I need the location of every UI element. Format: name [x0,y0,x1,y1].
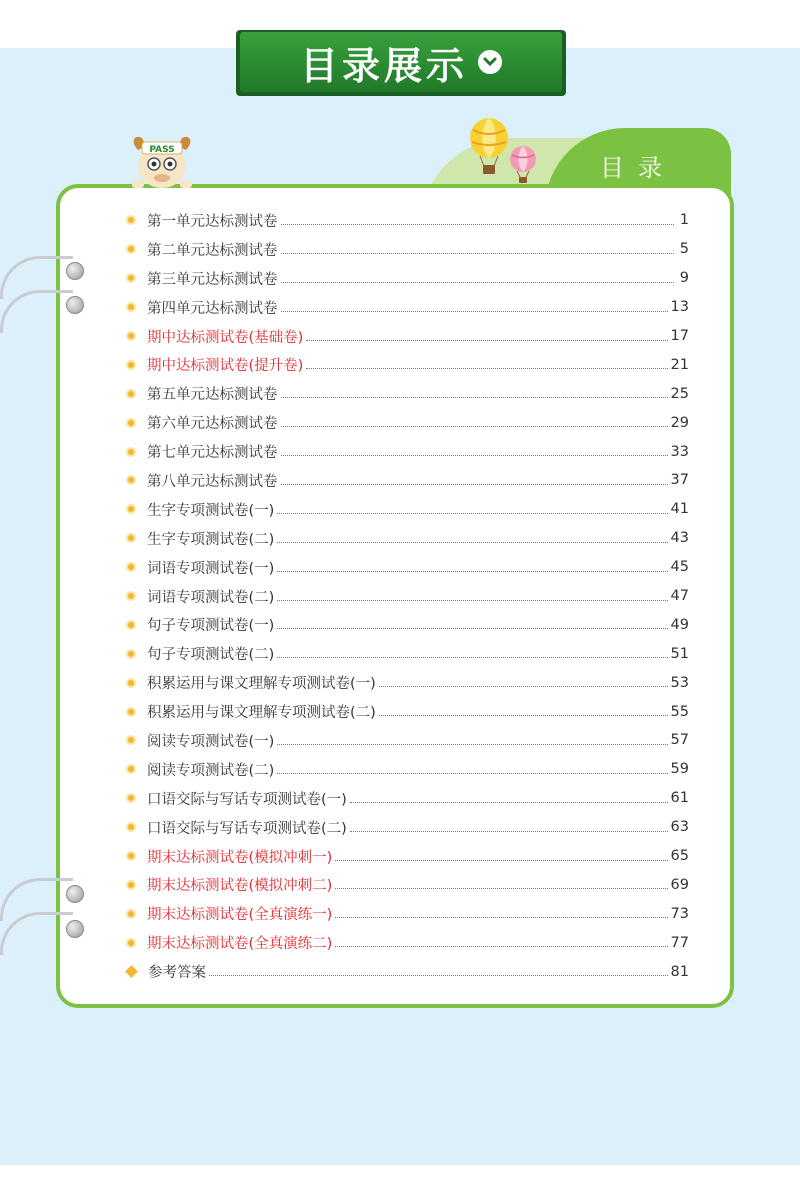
svg-text:PASS: PASS [149,145,175,155]
toc-item[interactable] [126,726,689,755]
toc-item-page: 49 [670,616,689,633]
bullet-icon [126,215,136,225]
toc-item[interactable] [126,639,689,668]
toc-item-title: 词语专项测试卷(一) [147,560,275,577]
toc-item-page: 5 [679,241,689,258]
toc-leader-dots [281,224,675,225]
toc-item-page: 55 [670,703,689,720]
toc-item-title: 期中达标测试卷(基础卷) [147,329,304,346]
toc-item[interactable] [126,610,689,639]
bullet-icon [126,360,136,370]
bullet-icon [126,591,136,601]
bullet-icon [126,938,136,948]
toc-item[interactable] [126,293,689,322]
toc-leader-dots [379,686,668,687]
toc-leader-dots [281,484,668,485]
toc-item-page: 69 [670,876,689,893]
bullet-icon [126,909,136,919]
toc-item[interactable] [126,813,689,842]
toc-item-title: 积累运用与课文理解专项测试卷(二) [147,705,376,722]
toc-item-page: 29 [670,414,689,431]
toc-item-page: 81 [670,963,689,980]
toc-leader-dots [281,426,668,427]
toc-item[interactable] [126,668,689,697]
toc-item[interactable] [126,784,689,813]
toc-leader-dots [277,571,667,572]
toc-item-title: 第三单元达标测试卷 [147,271,278,288]
toc-leader-dots [350,802,668,803]
toc-item-page: 59 [670,761,689,778]
toc-item-page: 73 [670,905,689,922]
bullet-icon [126,620,136,630]
toc-item-page: 13 [670,299,689,316]
bullet-icon [126,302,136,312]
hot-air-balloon-icon [509,146,537,184]
toc-leader-dots [209,975,668,976]
toc-item[interactable] [126,842,689,871]
toc-item[interactable] [126,322,689,351]
banner-title: 目录展示 [299,43,468,88]
toc-list [126,206,689,986]
toc-leader-dots [277,657,667,658]
bullet-icon [126,851,136,861]
bullet-icon [126,735,136,745]
toc-item-page: 57 [670,732,689,749]
toc-item[interactable] [126,379,689,408]
toc-item-page: 9 [679,270,689,287]
toc-leader-dots [281,455,668,456]
toc-item-page: 33 [670,443,689,460]
toc-leader-dots [277,773,667,774]
toc-item[interactable] [126,870,689,899]
toc-item[interactable] [126,235,689,264]
toc-item-page: 43 [670,530,689,547]
bullet-icon [126,678,136,688]
toc-leader-dots [306,340,667,341]
toc-item[interactable] [126,206,689,235]
toc-item-page: 45 [670,559,689,576]
toc-item-title: 期末达标测试卷(模拟冲刺一) [147,849,333,866]
toc-leader-dots [277,542,667,543]
toc-item-title: 阅读专项测试卷(二) [147,762,275,779]
toc-item[interactable] [126,437,689,466]
toc-leader-dots [306,368,667,369]
toc-item[interactable] [126,524,689,553]
toc-item[interactable] [126,553,689,582]
toc-item-page: 47 [670,588,689,605]
toc-item-page: 17 [670,328,689,344]
toc-item-page: 37 [670,472,689,489]
toc-item-page: 1 [679,212,689,229]
bullet-icon [126,880,136,890]
toc-item[interactable] [126,899,689,928]
toc-item[interactable] [126,466,689,495]
toc-item-page: 65 [670,848,689,865]
toc-item[interactable] [126,350,689,379]
toc-item-page: 63 [670,819,689,836]
toc-leader-dots [281,397,668,398]
toc-item-title: 第二单元达标测试卷 [147,242,278,259]
toc-item-title: 第一单元达标测试卷 [147,213,278,230]
toc-item-title: 期末达标测试卷(全真演练一) [147,907,333,924]
bullet-icon [126,562,136,572]
toc-item[interactable] [126,495,689,524]
toc-leader-dots [335,946,667,947]
hot-air-balloon-icon [468,118,510,176]
bullet-icon [126,764,136,774]
binder-ring-icon [66,296,84,314]
binder-ring-icon [66,920,84,938]
toc-item[interactable] [126,928,689,957]
toc-item[interactable] [126,697,689,726]
toc-item-page: 25 [670,385,689,402]
toc-item-title: 口语交际与写话专项测试卷(二) [147,820,347,837]
toc-leader-dots [335,888,667,889]
toc-item-title: 期末达标测试卷(全真演练二) [147,936,333,953]
toc-leader-dots [379,715,668,716]
card-tab-label: 目录 [600,154,676,182]
toc-leader-dots [350,831,668,832]
bullet-icon [126,331,136,341]
toc-item-title: 期中达标测试卷(提升卷) [147,358,304,375]
bullet-icon [126,273,136,283]
bullet-icon [126,793,136,803]
toc-item-title: 第五单元达标测试卷 [147,387,278,404]
bullet-icon [126,822,136,832]
toc-item-page: 21 [670,356,689,373]
toc-item-page: 61 [670,790,689,807]
toc-item-title: 第七单元达标测试卷 [147,445,278,462]
binder-ring-icon [66,885,84,903]
bullet-icon [126,447,136,457]
toc-item-page: 51 [670,645,689,662]
bullet-icon [126,389,136,399]
toc-item-page: 41 [670,501,689,518]
header-banner [240,32,562,92]
toc-item-title: 词语专项测试卷(二) [147,589,275,606]
toc-leader-dots [281,311,668,312]
toc-item[interactable] [126,957,689,986]
bullet-icon [126,649,136,659]
toc-leader-dots [281,253,675,254]
mascot-icon [128,132,196,188]
toc-item-title: 阅读专项测试卷(一) [147,733,275,750]
toc-leader-dots [335,860,667,861]
bullet-icon [126,475,136,485]
toc-item-title: 句子专项测试卷(一) [147,618,275,635]
bullet-icon [126,707,136,717]
bullet-icon [126,504,136,514]
bullet-icon [126,533,136,543]
toc-item-title: 句子专项测试卷(二) [147,647,275,664]
toc-item-title: 第四单元达标测试卷 [147,300,278,317]
toc-leader-dots [277,628,667,629]
toc-leader-dots [281,282,675,283]
toc-item[interactable] [126,264,689,293]
bullet-icon [126,244,136,254]
toc-leader-dots [277,513,667,514]
toc-item-title: 第八单元达标测试卷 [147,473,278,490]
chevron-down-icon [478,50,502,74]
toc-item[interactable] [126,755,689,784]
diamond-bullet-icon [125,965,138,978]
toc-item-title: 参考答案 [148,965,206,982]
toc-item[interactable] [126,408,689,437]
toc-item-title: 口语交际与写话专项测试卷(一) [147,791,347,808]
toc-item-title: 积累运用与课文理解专项测试卷(一) [147,676,376,693]
toc-item-title: 第六单元达标测试卷 [147,416,278,433]
toc-item-page: 53 [670,674,689,691]
toc-item-title: 期末达标测试卷(模拟冲刺二) [147,878,333,895]
toc-item-title: 生字专项测试卷(二) [147,531,275,548]
toc-item-page: 77 [670,934,689,951]
toc-leader-dots [335,917,667,918]
binder-ring-icon [66,262,84,280]
toc-leader-dots [277,600,667,601]
toc-item-title: 生字专项测试卷(一) [147,502,275,519]
bullet-icon [126,418,136,428]
toc-item[interactable] [126,582,689,611]
toc-leader-dots [277,744,667,745]
